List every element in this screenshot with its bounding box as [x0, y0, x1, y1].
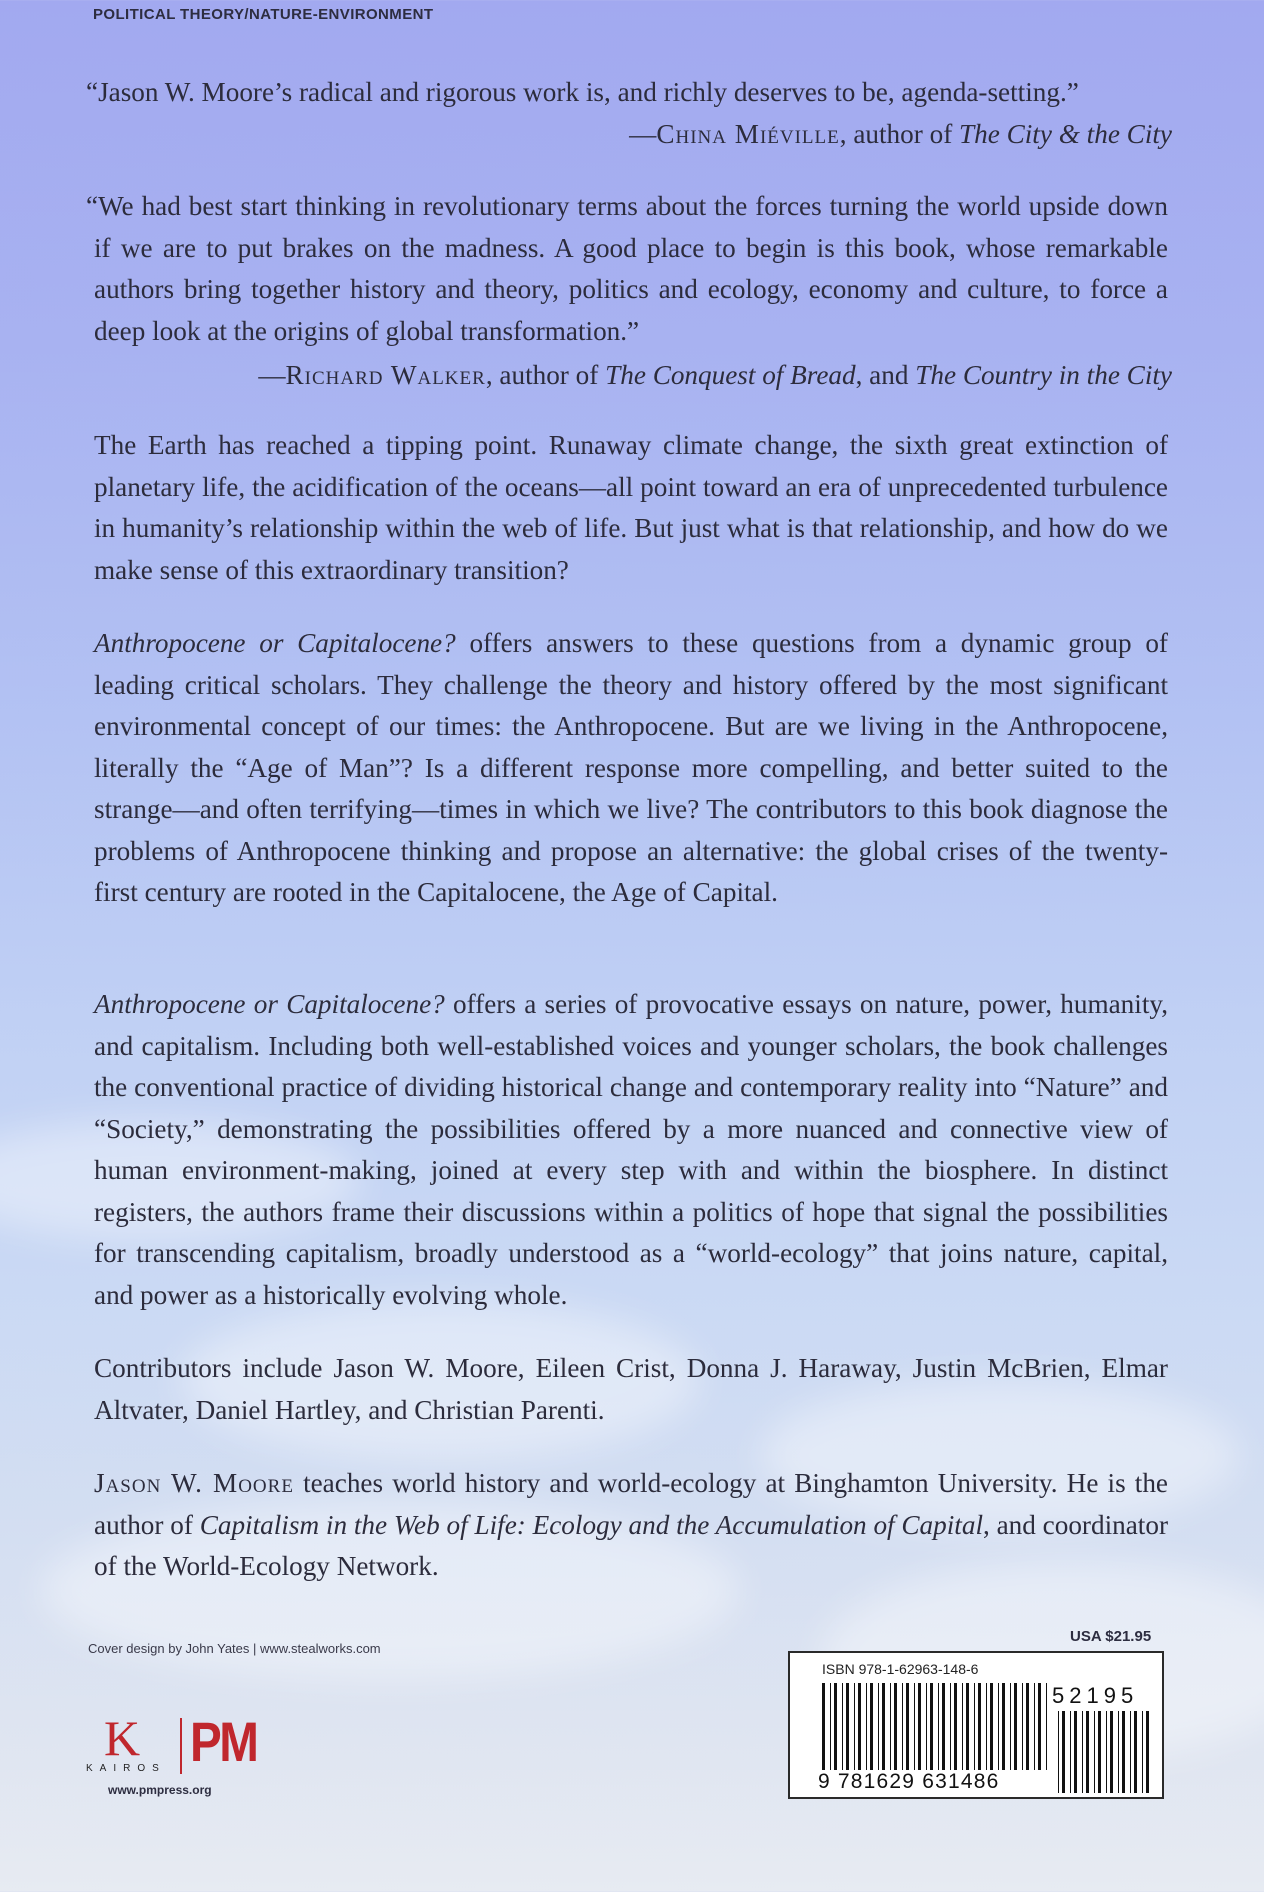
attribution-text: , author of: [839, 119, 960, 149]
price-code: 52195: [1052, 1683, 1139, 1708]
barcode-bar: [1122, 1711, 1125, 1793]
barcode-bar: [1142, 1711, 1143, 1793]
quote-2-work-2: The Country in the City: [915, 360, 1172, 390]
barcode-bar: [1074, 1711, 1077, 1793]
barcode-bar: [1134, 1711, 1137, 1793]
category-label: POLITICAL THEORY/NATURE-ENVIRONMENT: [93, 6, 434, 23]
barcode-bar: [1086, 1711, 1089, 1793]
book-title: Anthropocene or Capitalocene?: [94, 628, 456, 658]
barcode-bar: [1118, 1711, 1119, 1793]
description-paragraph-2: [94, 623, 1168, 914]
logo-divider: [180, 1718, 182, 1774]
barcode-bar: [1082, 1711, 1083, 1793]
quote-2-text: “We had best start thinking in revolutionary terms about the forces turning the world upside down if we are to put brakes on the madness. A good place to begin is this book, whose remarkable authors bring together history and theory, politics and ecology, economy and culture, to force a deep look at the origins of global transformation.”: [86, 191, 1168, 346]
barcode-bar: [1094, 1711, 1095, 1793]
quote-1: [86, 72, 1168, 114]
barcode-bar: [1062, 1711, 1065, 1793]
attribution-text: , and: [855, 360, 916, 390]
quote-1-text: “Jason W. Moore’s radical and rigorous work is, and richly deserves to be, agenda-setting.”: [86, 77, 1079, 107]
cover-design-credit: Cover design by John Yates | www.stealworks.com: [88, 1641, 381, 1656]
isbn-text: ISBN 978-1-62963-148-6: [822, 1661, 979, 1677]
attribution-text: , author of: [485, 360, 606, 390]
barcode-bar: [1098, 1711, 1101, 1793]
kairos-logo-k: K: [104, 1710, 141, 1766]
quote-2-work-1: The Conquest of Bread: [605, 360, 856, 390]
description-paragraph-3: [94, 984, 1168, 1316]
barcode-bar: [1146, 1711, 1149, 1793]
book-title: Anthropocene or Capitalocene?: [94, 989, 445, 1019]
paragraph-text: offers a series of provocative essays on nature, power, humanity, and capitalism. Including both well-established voices and younger scholars, the book challenges the conventional practice of dividing historical change and contemporary reality into “Nature” and “Society,” demonstrating the possibilities offered by a more nuanced and connective view of human environment-making, joined at every step with and within the biosphere. In distinct registers, the authors frame their discussions within a politics of hope that signal the possibilities for transcending capitalism, broadly understood as a “world-ecology” that joins nature, capital, and power as a historically evolving whole.: [94, 989, 1168, 1310]
author-bio: [94, 1463, 1168, 1588]
author-name: Jason W. Moore: [94, 1468, 294, 1498]
publisher-url: www.pmpress.org: [108, 1783, 212, 1797]
bio-text: teaches world history and world-ecology at Binghamton University. He is the author of: [94, 1468, 1168, 1540]
quote-1-attribution: [629, 114, 1172, 156]
quote-2-attribution: [258, 355, 1172, 397]
paragraph-text: offers answers to these questions from a dynamic group of leading critical scholars. They challenge the theory and history offered by the most significant environmental concept of our times: the Anthropocene. But are we living in the Anthropocene, literally the “Age of Man”? Is a different response more compelling, and better suited to the strange—and often terrifying—times in which we live? The contributors to this book diagnose the problems of Anthropocene thinking and propose an alternative: the global crises of the twenty-first century are rooted in the Capitalocene, the Age of Capital.: [94, 628, 1168, 907]
price-label: USA $21.95: [1070, 1628, 1152, 1645]
bio-text: , and coordinator of the World-Ecology Network.: [94, 1509, 1168, 1581]
quote-2-author: Richard Walker: [285, 360, 486, 390]
quote-2: [86, 186, 1168, 352]
quote-1-work: The City & the City: [959, 119, 1172, 149]
quote-1-author: China Miéville: [656, 119, 840, 149]
barcode-bar: [1110, 1711, 1113, 1793]
barcode-bar: [1130, 1711, 1131, 1793]
description-paragraph-1: The Earth has reached a tipping point. Runaway climate change, the sixth great extinction of planetary life, the acidification of the oceans—all point toward an era of unprecedented turbulence in humanity’s relationship within the web of life. But just what is that relationship, and how do we make sense of this extraordinary transition?: [94, 430, 1168, 585]
dash: —: [629, 119, 657, 149]
isbn-digits: 9 781629 631486: [818, 1770, 1054, 1794]
barcode-bar: [1106, 1711, 1107, 1793]
contributors-paragraph: Contributors include Jason W. Moore, Eileen Crist, Donna J. Haraway, Justin McBrien, Elmar Altvater, Daniel Hartley, and Christian Parenti.: [94, 1353, 1168, 1425]
barcode-bar: [1070, 1711, 1071, 1793]
barcode-bar: [1058, 1711, 1059, 1793]
barcode: [788, 1651, 1164, 1799]
kairos-logo-text: KAIROS: [86, 1763, 166, 1774]
pm-press-logo: PM: [190, 1710, 257, 1773]
dash: —: [258, 360, 286, 390]
author-book: Capitalism in the Web of Life: Ecology and the Accumulation of Capital: [199, 1509, 983, 1540]
